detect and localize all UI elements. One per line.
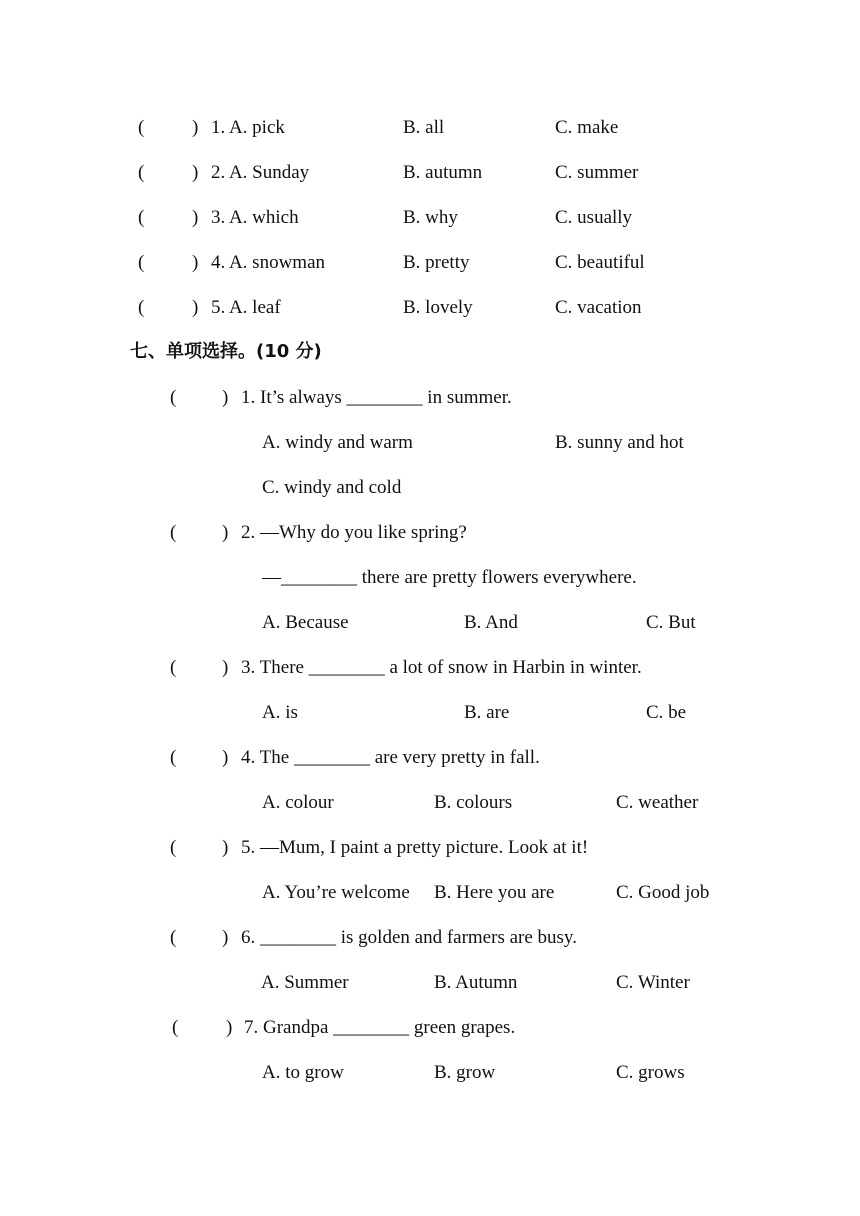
answer-paren-close: ) xyxy=(222,657,229,678)
option-c: C. Good job xyxy=(616,882,710,903)
answer-paren-close: ) xyxy=(222,927,229,948)
answer-paren-open: ( xyxy=(138,117,145,138)
question-stem: 7. Grandpa ________ green grapes. xyxy=(244,1017,516,1038)
answer-paren-open: ( xyxy=(170,837,177,858)
option-c: C. weather xyxy=(616,792,699,813)
option-c: C. But xyxy=(646,612,696,633)
option-c: C. vacation xyxy=(555,297,642,318)
option-b: B. pretty xyxy=(403,252,470,273)
answer-paren-open: ( xyxy=(170,657,177,678)
answer-paren-close: ) xyxy=(192,207,199,228)
question-stem: 5. —Mum, I paint a pretty picture. Look at it! xyxy=(241,837,589,858)
option-c: C. be xyxy=(646,702,687,723)
option-b: B. lovely xyxy=(403,297,473,318)
option-b: B. are xyxy=(464,702,510,723)
item-label: 2. A. Sunday xyxy=(211,162,310,183)
option-a: A. to grow xyxy=(262,1062,344,1083)
answer-paren-open: ( xyxy=(138,252,145,273)
answer-paren-close: ) xyxy=(222,522,229,543)
option-b: B. grow xyxy=(434,1062,496,1083)
question-stem-reply: —________ there are pretty flowers everywhere. xyxy=(262,567,637,588)
answer-paren-open: ( xyxy=(170,387,177,408)
answer-paren-close: ) xyxy=(226,1017,233,1038)
answer-paren-open: ( xyxy=(138,162,145,183)
answer-paren-open: ( xyxy=(170,747,177,768)
option-c: C. beautiful xyxy=(555,252,645,273)
option-a: A. You’re welcome xyxy=(262,882,410,903)
option-b: B. all xyxy=(403,117,445,138)
item-label: 3. A. which xyxy=(211,207,299,228)
option-c: C. Winter xyxy=(616,972,690,993)
answer-paren-close: ) xyxy=(192,162,199,183)
answer-paren-close: ) xyxy=(192,297,199,318)
answer-paren-open: ( xyxy=(170,927,177,948)
option-a: A. windy and warm xyxy=(262,432,413,453)
option-a: A. colour xyxy=(262,792,334,813)
item-label: 1. A. pick xyxy=(211,117,285,138)
option-c: C. grows xyxy=(616,1062,685,1083)
option-a: A. Summer xyxy=(261,972,349,993)
option-b: B. Here you are xyxy=(434,882,555,903)
question-stem: 1. It’s always ________ in summer. xyxy=(241,387,512,408)
section7-heading: 七、单项选择。(10 分) xyxy=(130,341,322,362)
question-stem: 3. There ________ a lot of snow in Harbin in winter. xyxy=(241,657,642,678)
answer-paren-close: ) xyxy=(192,252,199,273)
answer-paren-open: ( xyxy=(138,207,145,228)
answer-paren-close: ) xyxy=(222,387,229,408)
option-b: B. autumn xyxy=(403,162,483,183)
question-stem: 4. The ________ are very pretty in fall. xyxy=(241,747,540,768)
option-c: C. make xyxy=(555,117,619,138)
answer-paren-close: ) xyxy=(192,117,199,138)
option-b: B. And xyxy=(464,612,518,633)
question-stem: 2. —Why do you like spring? xyxy=(241,522,467,543)
option-c: C. windy and cold xyxy=(262,477,402,498)
answer-paren-close: ) xyxy=(222,837,229,858)
item-label: 5. A. leaf xyxy=(211,297,281,318)
option-c: C. usually xyxy=(555,207,633,228)
answer-paren-open: ( xyxy=(170,522,177,543)
answer-paren-open: ( xyxy=(138,297,145,318)
option-a: A. is xyxy=(262,702,298,723)
item-label: 4. A. snowman xyxy=(211,252,325,273)
answer-paren-open: ( xyxy=(172,1017,179,1038)
option-b: B. Autumn xyxy=(434,972,518,993)
question-stem: 6. ________ is golden and farmers are busy. xyxy=(241,927,577,948)
answer-paren-close: ) xyxy=(222,747,229,768)
option-b: B. sunny and hot xyxy=(555,432,684,453)
option-c: C. summer xyxy=(555,162,639,183)
option-a: A. Because xyxy=(262,612,349,633)
option-b: B. why xyxy=(403,207,458,228)
option-b: B. colours xyxy=(434,792,513,813)
